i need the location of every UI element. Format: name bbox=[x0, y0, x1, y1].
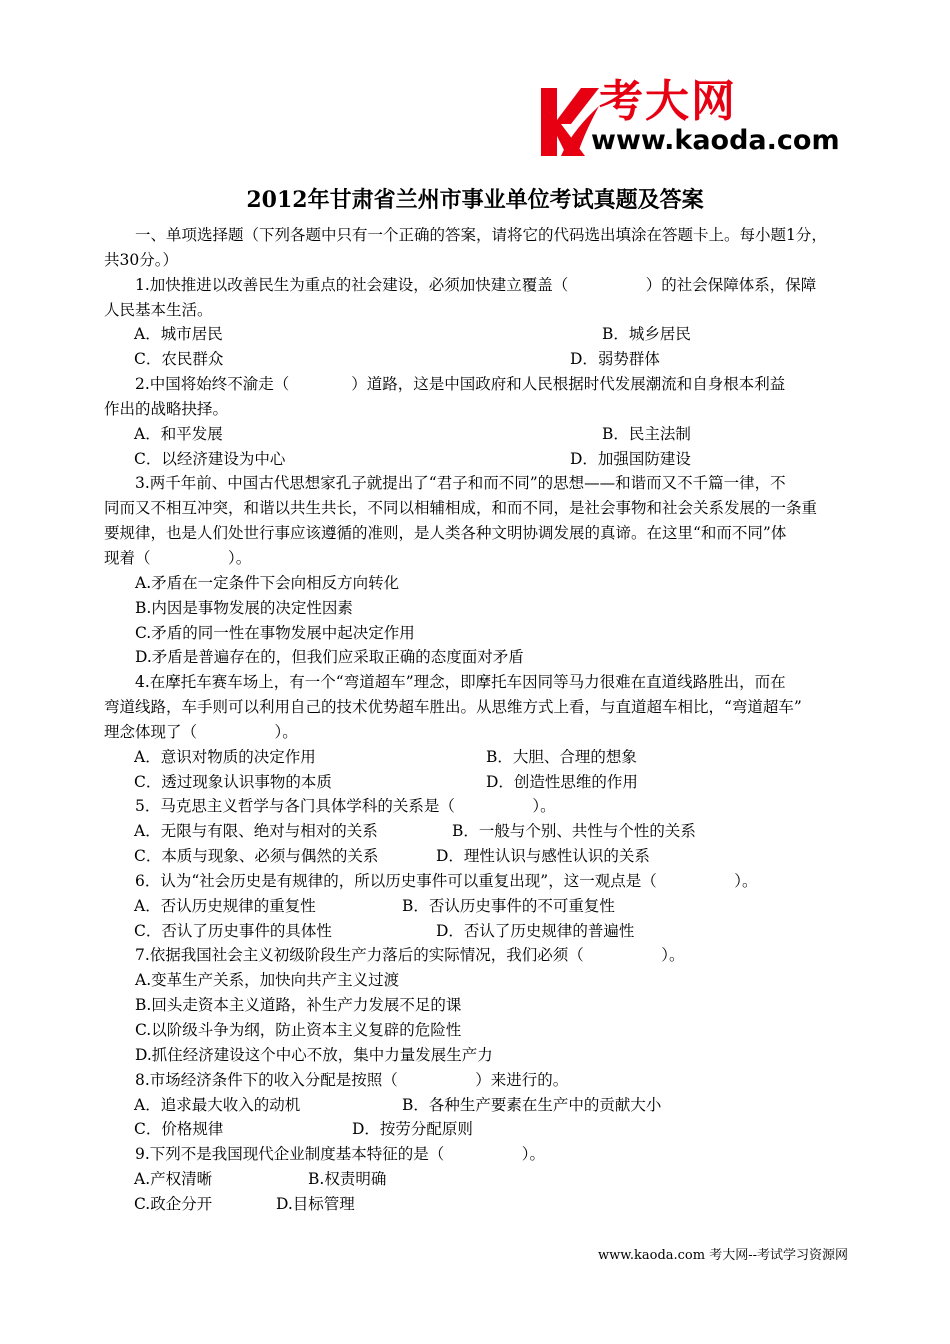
option-row bbox=[104, 894, 850, 919]
text-line: D.矛盾是普遍存在的，但我们应采取正确的态度面对矛盾 bbox=[104, 648, 524, 667]
text-line: C.以阶级斗争为纲，防止资本主义复辟的危险性 bbox=[104, 1021, 462, 1039]
text-line: 作出的战略抉择。 bbox=[104, 399, 229, 418]
text-line: A.变革生产关系，加快向共产主义过渡 bbox=[104, 971, 400, 990]
option-text: A.产权清晰 bbox=[134, 1170, 213, 1189]
option-text: C.政企分开 bbox=[134, 1194, 213, 1213]
option-text: D．创造性思维的作用 bbox=[486, 772, 638, 791]
text-line: 弯道线路，车手则可以利用自己的技术优势超车胜出。从思维方式上看，与直道超车相比，“弯道超车” bbox=[104, 698, 802, 717]
text-line: 8.市场经济条件下的收入分配是按照（ ）来进行的。 bbox=[104, 1070, 569, 1089]
text-line: 要规律，也是人们处世行事应该遵循的准则，是人类各种文明协调发展的真谛。在这里“和而不同”体 bbox=[104, 524, 787, 543]
option-row bbox=[104, 819, 850, 844]
text-line: 7.依据我国社会主义初级阶段生产力落后的实际情况，我们必须（ ）。 bbox=[104, 946, 685, 965]
option-text: D．否认了历史规律的普遍性 bbox=[436, 921, 635, 940]
text-line: 6．认为“社会历史是有规律的，所以历史事件可以重复出现”，这一观点是（ ）。 bbox=[104, 871, 758, 890]
option-text: A．意识对物质的决定作用 bbox=[134, 747, 316, 766]
text-line: 人民基本生活。 bbox=[104, 300, 213, 319]
text-line: 一、单项选择题（下列各题中只有一个正确的答案，请将它的代码选出填涂在答题卡上。每小题1分， bbox=[104, 226, 827, 244]
option-text: A．和平发展 bbox=[134, 424, 223, 443]
option-text: B.权责明确 bbox=[308, 1170, 387, 1189]
kaoda-logo bbox=[537, 76, 849, 160]
text-line: C.矛盾的同一性在事物发展中起决定作用 bbox=[104, 623, 415, 642]
option-text: B．否认历史事件的不可重复性 bbox=[402, 896, 615, 915]
logo-url-text: www.kaoda.com bbox=[591, 125, 840, 156]
text-line: 同而又不相互冲突，和谐以共生共长，不同以相辅相成，和而不同，是社会事物和社会关系发展的一条重 bbox=[104, 499, 818, 518]
text-line: 2.中国将始终不渝走（ ）道路，这是中国政府和人民根据时代发展潮流和自身根本利益 bbox=[104, 375, 786, 394]
option-text: A．城市居民 bbox=[134, 325, 223, 344]
option-text: D．加强国防建设 bbox=[570, 449, 691, 468]
option-text: B．一般与个别、共性与个性的关系 bbox=[452, 822, 696, 841]
option-text: C．价格规律 bbox=[134, 1120, 224, 1139]
option-text: B．各种生产要素在生产中的贡献大小 bbox=[402, 1095, 662, 1114]
option-row bbox=[104, 322, 850, 347]
text-line: 9.下列不是我国现代企业制度基本特征的是（ ）。 bbox=[104, 1145, 546, 1164]
option-text: C．本质与现象、必须与偶然的关系 bbox=[134, 847, 379, 866]
option-text: C．以经济建设为中心 bbox=[134, 449, 286, 468]
option-row bbox=[104, 770, 850, 795]
option-row bbox=[104, 447, 850, 472]
option-text: B．民主法制 bbox=[602, 424, 691, 443]
option-text: B．城乡居民 bbox=[602, 325, 691, 344]
option-row bbox=[104, 745, 850, 770]
option-row bbox=[104, 919, 850, 944]
question-body bbox=[104, 223, 850, 1217]
text-line: 1.加快推进以改善民生为重点的社会建设，必须加快建立覆盖（ ）的社会保障体系，保障 bbox=[104, 275, 817, 294]
text-line: A.矛盾在一定条件下会向相反方向转化 bbox=[104, 573, 400, 592]
page-title: 2012年甘肃省兰州市事业单位考试真题及答案 bbox=[246, 187, 704, 213]
text-line: B.内因是事物发展的决定性因素 bbox=[104, 598, 353, 617]
option-text: A．追求最大收入的动机 bbox=[134, 1095, 301, 1114]
option-row bbox=[104, 422, 850, 447]
text-line: B.回头走资本主义道路，补生产力发展不足的课 bbox=[104, 996, 462, 1015]
option-row bbox=[104, 1117, 850, 1142]
option-row bbox=[104, 347, 850, 372]
option-row bbox=[104, 1192, 850, 1217]
option-text: C．农民群众 bbox=[134, 350, 224, 369]
page-footer: www.kaoda.com 考大网--考试学习资源网 bbox=[598, 1248, 848, 1263]
option-row bbox=[104, 1093, 850, 1118]
option-text: D．弱势群体 bbox=[570, 350, 660, 369]
option-text: D.目标管理 bbox=[276, 1194, 355, 1213]
text-line: 共30分。） bbox=[104, 250, 178, 269]
text-line: 5．马克思主义哲学与各门具体学科的关系是（ ）。 bbox=[104, 797, 556, 816]
logo-brand-text: 考大网 bbox=[599, 76, 737, 127]
option-text: D．按劳分配原则 bbox=[352, 1120, 473, 1139]
option-text: A．无限与有限、绝对与相对的关系 bbox=[134, 822, 378, 841]
text-line: 现着（ ）。 bbox=[104, 548, 252, 567]
option-text: C．否认了历史事件的具体性 bbox=[134, 921, 332, 940]
text-line: D.抓住经济建设这个中心不放，集中力量发展生产力 bbox=[104, 1045, 493, 1064]
text-line: 理念体现了（ ）。 bbox=[104, 722, 298, 741]
text-line: 3.两千年前、中国古代思想家孔子就提出了“君子和而不同”的思想——和谐而又不千篇一律，不 bbox=[104, 474, 786, 493]
option-text: C．透过现象认识事物的本质 bbox=[134, 772, 332, 791]
option-text: B．大胆、合理的想象 bbox=[486, 747, 637, 766]
option-text: D．理性认识与感性认识的关系 bbox=[436, 847, 650, 866]
option-text: A．否认历史规律的重复性 bbox=[134, 896, 316, 915]
text-line: 4.在摩托车赛车场上，有一个“弯道超车”理念，即摩托车因同等马力很难在直道线路胜出，而在 bbox=[104, 673, 786, 692]
option-row bbox=[104, 1167, 850, 1192]
option-row bbox=[104, 844, 850, 869]
